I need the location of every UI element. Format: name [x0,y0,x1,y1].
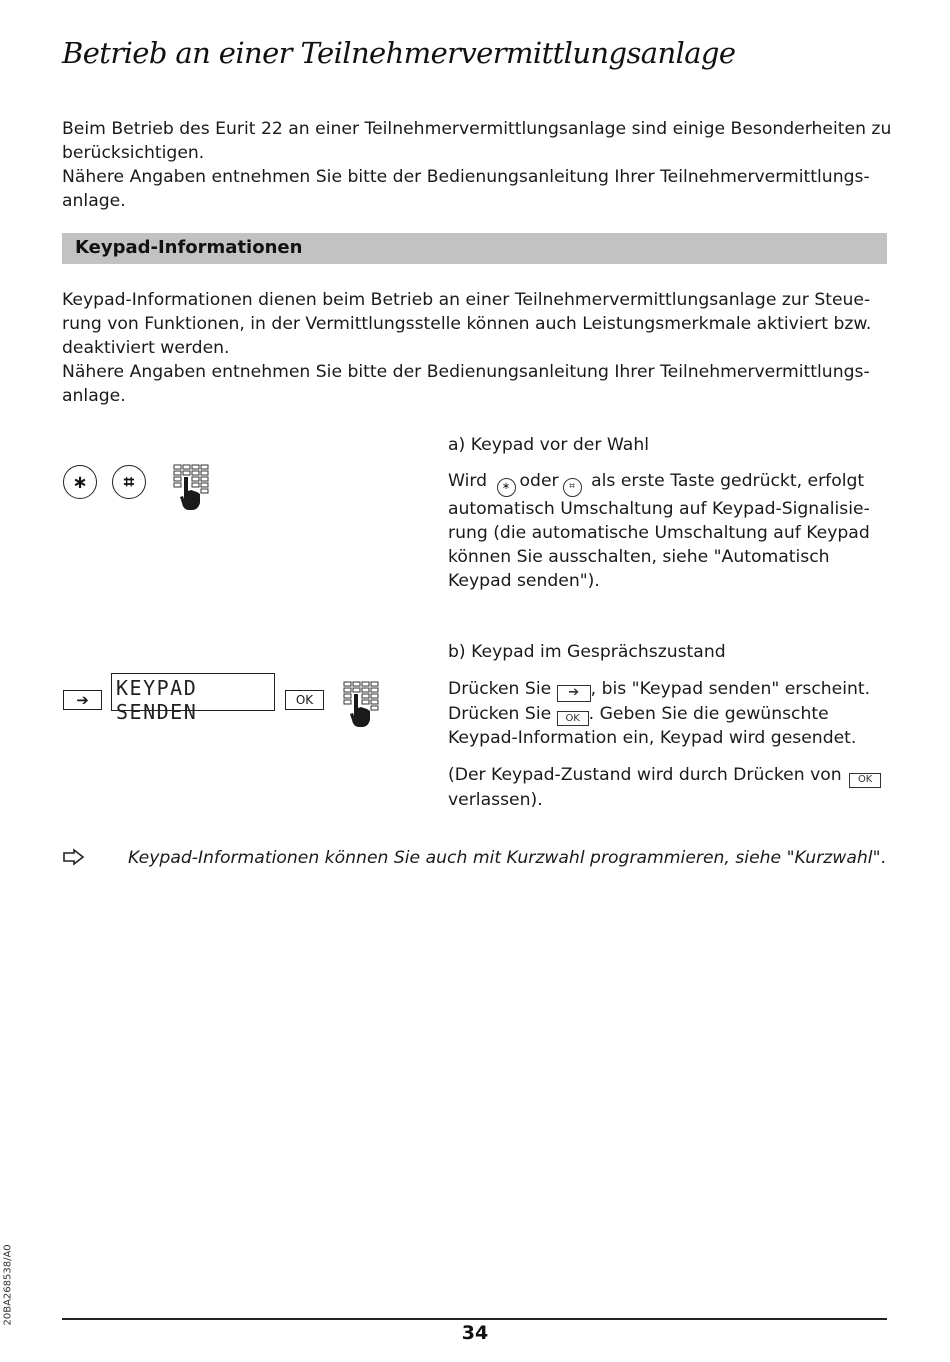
tip-text [128,848,908,868]
section-header-bar [62,233,887,264]
step-b-line: Keypad-Information ein, Keypad wird gesendet. [448,728,857,748]
star-key-icon: ∗ [63,465,97,499]
step-b-note-line: verlassen). [448,789,543,810]
arrow-key-icon: ➔ [557,685,591,702]
intro-line: anlage. [62,191,126,211]
page-title: Betrieb an einer Teilnehmervermittlungsanlage [62,36,736,70]
hash-key-icon: ⌗ [112,465,146,499]
lcd-display-text: KEYPAD SENDEN [116,676,198,724]
arrow-key-icon: ➔ [63,690,102,710]
footer-rule [62,1318,887,1320]
step-a-text: als erste Taste gedrückt, erfolgt [591,471,865,491]
section-line: Keypad-Informationen dienen beim Betrieb an einer Teilnehmervermittlungsanlage zur Steue- [62,290,871,310]
step-a-text: oder [519,471,559,491]
tip-hand-icon [62,848,88,866]
intro-line: Beim Betrieb des Eurit 22 an einer Teilnehmervermittlungsanlage sind einige Besonderheiten zu [62,119,892,139]
step-a-line: Keypad senden"). [448,570,600,591]
tip-text-part: ". [872,848,886,868]
step-a-line: können Sie ausschalten, siehe "Automatisch [448,546,830,567]
step-b-line [448,677,888,702]
section-line: Nähere Angaben entnehmen Sie bitte der Bedienungsanleitung Ihrer Teilnehmervermittlungs- [62,362,870,382]
step-b-description [448,677,888,750]
document-code: 20BA268538/A0 [2,1244,14,1326]
intro-paragraph [62,117,892,213]
tip-text-link: Kurzwahl [794,848,873,868]
keypad-hand-icon [170,463,214,513]
step-a-description [448,469,888,593]
ok-key-icon: OK [557,711,589,726]
section-heading: Keypad-Informationen [75,237,303,258]
step-b-text: Drücken Sie [448,703,552,724]
step-a-line [448,469,888,497]
hash-key-icon: ⌗ [563,478,582,497]
section-line: rung von Funktionen, in der Vermittlungsstelle können auch Leistungsmerkmale aktiviert bzw. [62,314,872,334]
section-line: anlage. [62,386,126,406]
step-b-text: , bis "Keypad senden" erscheint. [590,679,871,699]
step-b-note [448,763,888,812]
tip-text-part: Keypad-Informationen können Sie auch mit Kurzwahl programmieren, siehe " [128,848,795,868]
step-a-line: automatisch Umschaltung auf Keypad-Signalisie- [448,498,870,519]
page-number: 34 [461,1322,489,1344]
step-b-heading: b) Keypad im Gesprächszustand [448,642,726,662]
step-b-text: . Geben Sie die gewünschte [588,703,829,724]
star-key-icon: ∗ [497,478,516,497]
keypad-hand-icon [340,680,384,730]
step-a-heading: a) Keypad vor der Wahl [448,435,650,455]
section-paragraph [62,288,892,408]
lcd-display [111,673,275,724]
step-a-text: Wird [448,471,488,491]
section-line: deaktiviert werden. [62,338,230,358]
step-b-text: Drücken Sie [448,679,552,699]
step-b-note-text: (Der Keypad-Zustand wird durch Drücken von [448,765,842,785]
ok-key-icon: OK [849,773,881,788]
step-b-note-line [448,763,888,788]
ok-key-icon: OK [285,690,324,710]
intro-line: Nähere Angaben entnehmen Sie bitte der Bedienungsanleitung Ihrer Teilnehmervermittlungs- [62,167,870,187]
intro-line: berücksichtigen. [62,143,205,163]
step-b-line [448,702,888,727]
step-a-line: rung (die automatische Umschaltung auf Keypad [448,522,870,543]
